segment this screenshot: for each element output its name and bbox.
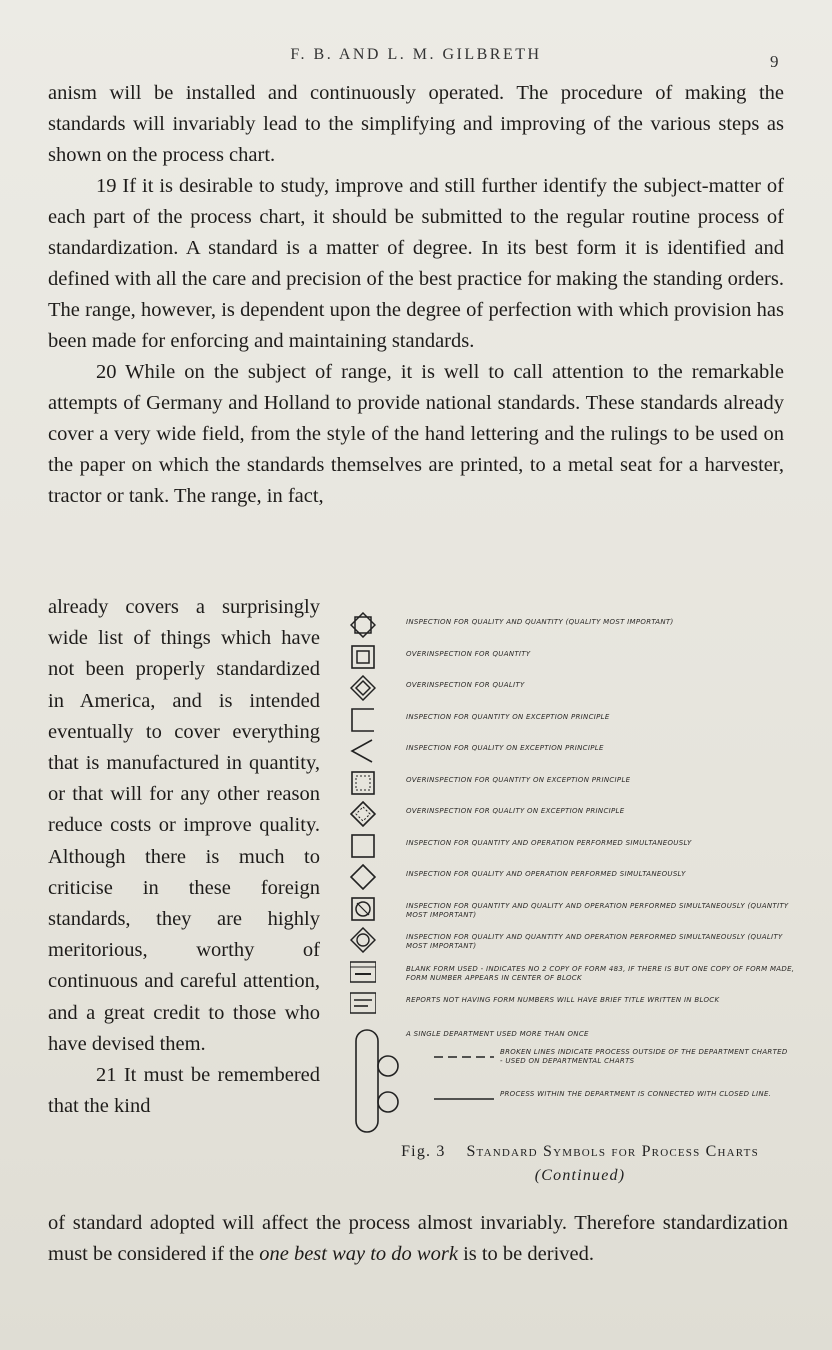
diamond-icon xyxy=(350,864,376,890)
symbol-row xyxy=(338,864,796,890)
symbol-label: REPORTS NOT HAVING FORM NUMBERS WILL HAVE BRIEF TITLE WRITTEN IN BLOCK xyxy=(406,996,720,1004)
symbol-row xyxy=(338,896,796,922)
solid-line-label: PROCESS WITHIN THE DEPARTMENT IS CONNECTED WITH CLOSED LINE. xyxy=(500,1090,772,1098)
blank-form-icon xyxy=(350,959,376,985)
diamond-dotted-icon xyxy=(350,801,376,827)
symbol-row xyxy=(338,990,796,1016)
symbol-label: INSPECTION FOR QUALITY ON EXCEPTION PRINCIPLE xyxy=(406,744,604,752)
column-paragraph: already covers a surprisingly wide list of things which have not been properly standardized in America, and is intended eventually to cover everything that is manufactured in quantity, or that will for any other reason reduce costs or improve quality. Although there is much to criticise in these foreign standards, they are highly meritorious, worthy of continuous and careful attention, and a great credit to those who have devised them. xyxy=(48,596,320,1055)
symbol-row xyxy=(338,833,796,859)
symbol-label: OVERINSPECTION FOR QUALITY xyxy=(406,681,525,689)
department-label: A SINGLE DEPARTMENT USED MORE THAN ONCE xyxy=(406,1030,589,1038)
department-bracket-icon xyxy=(352,1026,412,1136)
bottom-text-end: is to be derived. xyxy=(457,1243,595,1265)
symbol-row xyxy=(338,612,796,638)
department-circle-icon xyxy=(378,1092,398,1112)
symbol-row xyxy=(338,738,796,764)
top-text xyxy=(48,78,784,512)
circle-in-diamond-icon xyxy=(350,927,376,953)
paragraph-20: 20 While on the subject of range, it is well to call attention to the remarkable attempts of Germany and Holland to provide national standards. These standards already cover a very wide field, from the style of the hand lettering and the rulings to be used on the paper on which the standards themselves are printed, to a metal seat for a harvester, tractor or tank. The range, in fact, xyxy=(48,361,784,507)
column-text xyxy=(48,592,320,1122)
department-circle-icon xyxy=(378,1056,398,1076)
running-title: F. B. AND L. M. GILBRETH xyxy=(290,46,542,63)
symbol-row xyxy=(338,801,796,827)
emphasis-phrase: one best way to do work xyxy=(259,1243,458,1265)
bottom-text-start: of standard adopted will affect the process almost invariably. Therefore standardization must be considered if the xyxy=(48,1212,788,1265)
bottom-text xyxy=(48,1208,788,1270)
caption-title: Standard Symbols for Process Charts xyxy=(466,1143,759,1160)
symbol-label: INSPECTION FOR QUALITY AND QUANTITY AND OPERATION PERFORMED SIMULTANEOUSLY (QUALITY MOST IMPORTANT) xyxy=(406,933,783,950)
symbol-row xyxy=(338,707,796,733)
double-square-icon xyxy=(350,644,376,670)
symbol-label: OVERINSPECTION FOR QUALITY ON EXCEPTION PRINCIPLE xyxy=(406,807,625,815)
symbol-row xyxy=(338,675,796,701)
symbol-label: OVERINSPECTION FOR QUANTITY ON EXCEPTION PRINCIPLE xyxy=(406,775,631,784)
double-diamond-icon xyxy=(350,675,376,701)
figure-3 xyxy=(338,612,796,1122)
symbol-label: OVERINSPECTION FOR QUANTITY xyxy=(406,649,531,658)
half-diamond-icon xyxy=(350,738,376,764)
square-icon xyxy=(350,833,376,859)
circle-in-square-icon xyxy=(350,896,376,922)
symbol-row xyxy=(338,644,796,670)
paragraph-continued: anism will be installed and continuously operated. The procedure of making the standards will invariably lead to the simplifying and improving of the various steps as shown on the process chart. xyxy=(48,82,784,166)
figure-caption xyxy=(370,1140,790,1188)
broken-lines-label: BROKEN LINES INDICATE PROCESS OUTSIDE OF THE DEPARTMENT CHARTED - USED ON DEPARTMENTAL CHARTS xyxy=(500,1048,788,1065)
solid-line-icon xyxy=(434,1096,494,1102)
symbol-row xyxy=(338,927,796,953)
symbol-label: BLANK FORM USED - INDICATES NO 2 COPY OF FORM 483, IF THERE IS BUT ONE COPY OF FORM MADE, FORM NUMBER APPEARS IN CENTER OF BLOCK xyxy=(406,964,795,982)
symbol-row xyxy=(338,959,796,985)
caption-fig-number: Fig. 3 xyxy=(401,1143,446,1160)
diamond-in-square-icon xyxy=(350,612,376,638)
half-square-icon xyxy=(350,707,376,733)
symbol-label: INSPECTION FOR QUANTITY AND OPERATION PERFORMED SIMULTANEOUSLY xyxy=(406,838,692,847)
symbol-row xyxy=(338,770,796,796)
symbol-label: INSPECTION FOR QUANTITY AND QUALITY AND OPERATION PERFORMED SIMULTANEOUSLY (QUANTITY MOST IMPORTANT) xyxy=(406,901,789,919)
symbol-label: INSPECTION FOR QUALITY AND QUANTITY (QUALITY MOST IMPORTANT) xyxy=(406,618,674,626)
symbol-label: INSPECTION FOR QUANTITY ON EXCEPTION PRINCIPLE xyxy=(406,712,610,721)
square-dotted-icon xyxy=(350,770,376,796)
caption-continued: (Continued) xyxy=(534,1167,626,1184)
paragraph-19: 19 If it is desirable to study, improve and still further identify the subject-matter of each part of the process chart, it should be submitted to the regular routine process of standardization. A standard is a matter of degree. In its best form it is identified and defined with all the care and precision of the best practice for making the standing orders. The range, however, is dependent upon the degree of perfection with which provision has been made for enforcing and maintaining standards. xyxy=(48,175,784,352)
paragraph-21-start: 21 It must be remembered that the kind xyxy=(48,1064,320,1118)
page-number: 9 xyxy=(770,52,779,71)
report-block-icon xyxy=(350,990,376,1016)
symbol-label: INSPECTION FOR QUALITY AND OPERATION PERFORMED SIMULTANEOUSLY xyxy=(406,870,686,878)
broken-line-icon xyxy=(434,1054,494,1060)
